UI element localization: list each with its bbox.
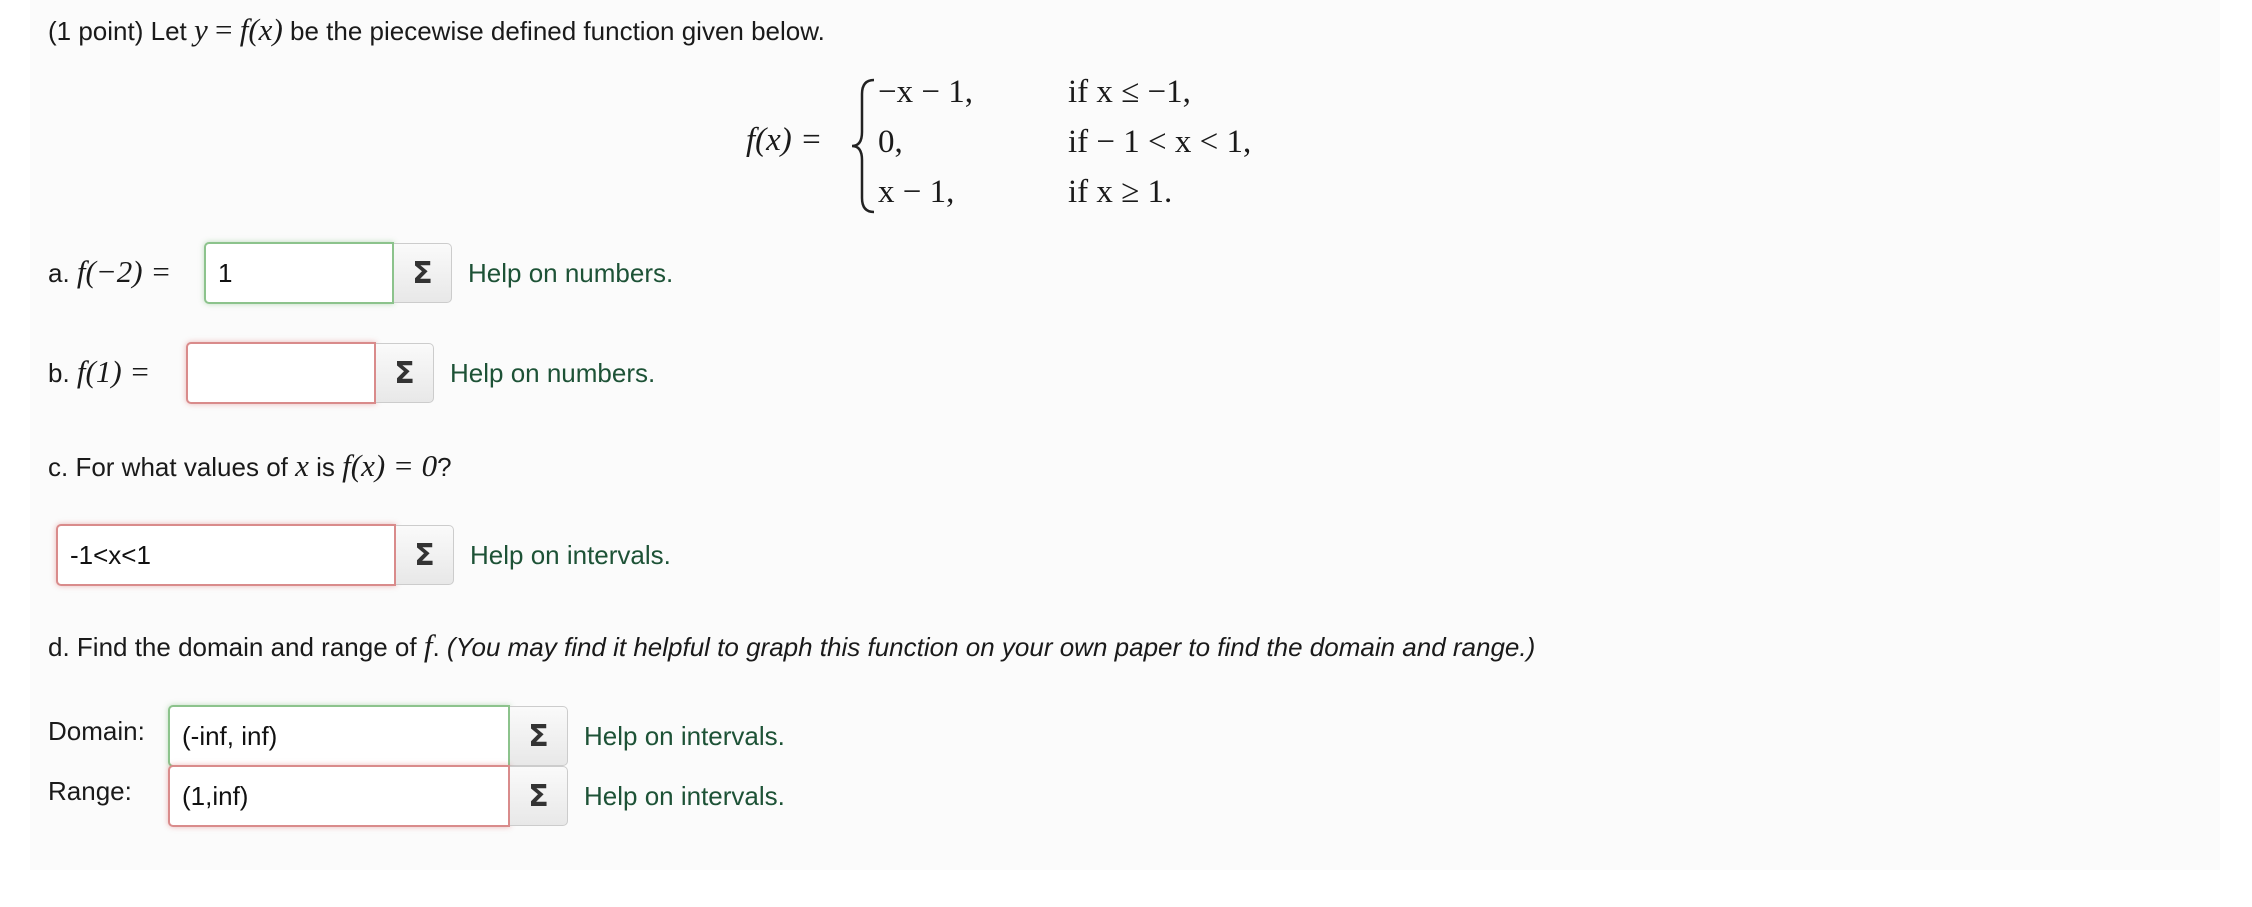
part-b-label [48,354,150,390]
part-a-answer-group [204,242,673,304]
sigma-icon[interactable]: Σ [510,766,568,826]
sigma-icon[interactable]: Σ [396,525,454,585]
range-label: Range: [48,776,132,806]
intro-equals: = [215,12,233,47]
piecewise-brace [848,76,880,216]
case-3-expr: x − 1, [878,174,955,210]
part-b-help-link[interactable]: Help on numbers. [450,357,656,388]
part-c-fx-equation: f(x) = 0 [342,448,438,483]
sigma-icon[interactable]: Σ [394,243,452,303]
sigma-icon[interactable]: Σ [510,706,568,766]
part-a-input[interactable] [204,242,394,304]
case-2-cond: if − 1 < x < 1, [1068,124,1252,160]
part-a-letter: a. [48,258,70,288]
part-d-hint: (You may find it helpful to graph this function on your own paper to find the domain and range.) [446,632,1536,662]
part-b-input[interactable] [186,342,376,404]
part-a-expression: f(−2) = [76,254,172,289]
part-d-prompt [48,628,1535,664]
piecewise-lhs: f(x) = [746,122,823,158]
part-c-prompt-text: c. For what values of [48,452,288,482]
intro-let: Let [150,16,187,46]
intro-y: y [194,12,208,47]
part-b-letter: b. [48,358,70,388]
domain-label: Domain: [48,716,145,746]
part-c-x: x [295,448,309,483]
intro-rest: be the piecewise defined function given below. [290,16,825,46]
part-a-help-link[interactable]: Help on numbers. [468,257,674,288]
case-3-cond: if x ≥ 1. [1068,174,1173,210]
part-a-label [48,254,171,290]
part-c-input[interactable] [56,524,396,586]
range-help-link[interactable]: Help on intervals. [584,780,785,811]
part-b-answer-group [186,342,655,404]
part-d-period: . [432,632,440,662]
intro-paren-x: (x) [248,12,283,47]
domain-input[interactable] [168,705,510,767]
intro-f: f [239,12,249,47]
case-1-expr: −x − 1, [878,74,973,110]
part-c-help-link[interactable]: Help on intervals. [470,539,671,570]
points-label: (1 point) [48,16,144,46]
sigma-icon[interactable]: Σ [376,343,434,403]
range-input[interactable] [168,765,510,827]
part-c-is: is [316,452,335,482]
part-c-answer-group [56,524,671,586]
case-1-cond: if x ≤ −1, [1068,74,1191,110]
range-answer-group [168,765,785,827]
domain-help-link[interactable]: Help on intervals. [584,720,785,751]
part-c-question-mark: ? [437,452,452,482]
part-d-f: f [423,628,433,663]
domain-answer-group [168,705,785,767]
intro-line [48,12,825,48]
part-b-expression: f(1) = [76,354,151,389]
part-d-prompt-text: d. Find the domain and range of [48,632,417,662]
case-2-expr: 0, [878,124,903,160]
part-c-prompt [48,448,452,484]
